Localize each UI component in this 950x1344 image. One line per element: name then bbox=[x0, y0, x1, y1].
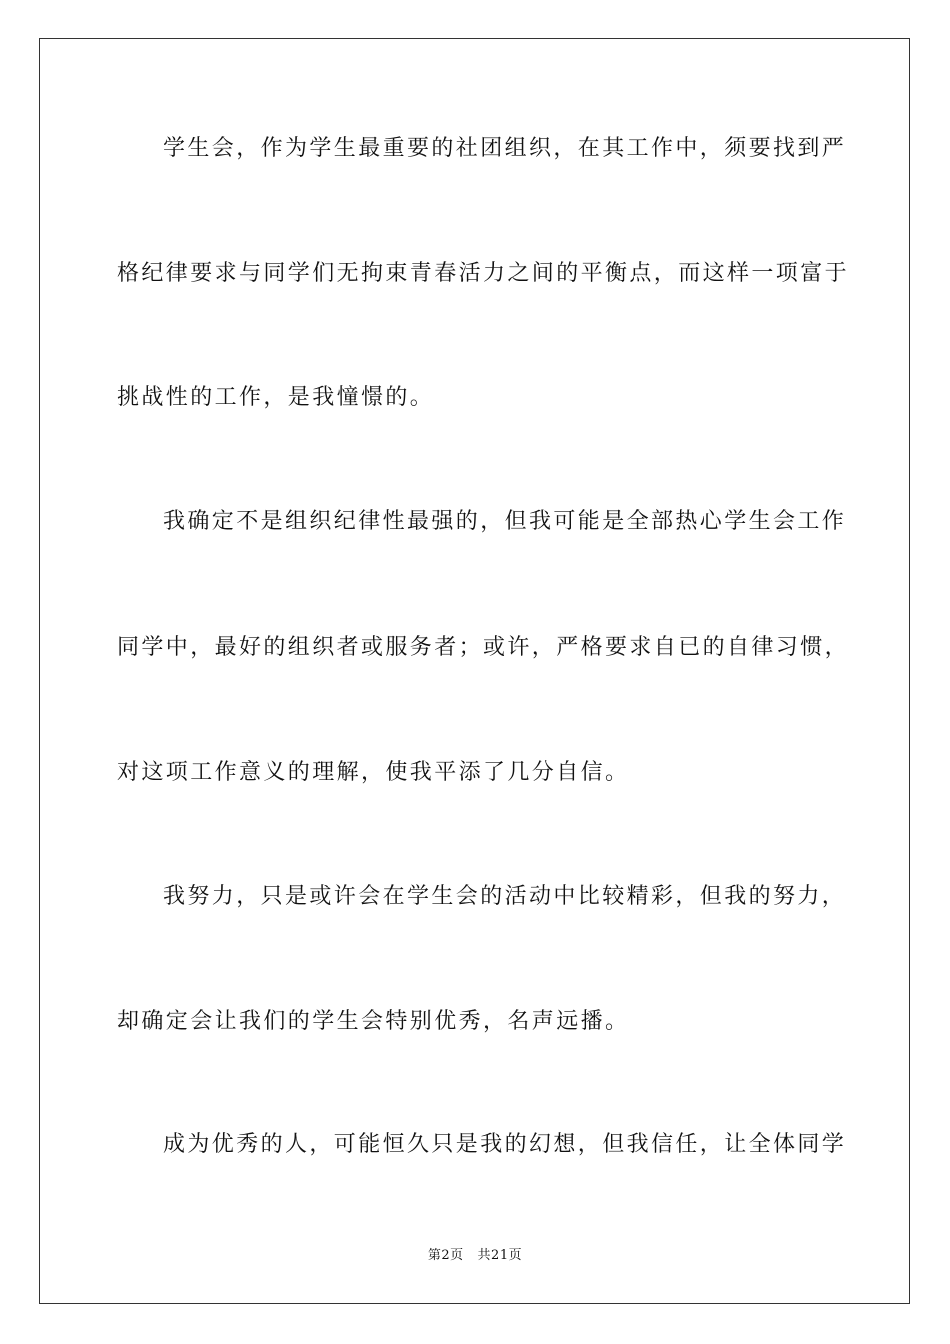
page-number-footer: 第2页 共21页 bbox=[427, 1248, 523, 1263]
paragraph-3-line-1: 我努力，只是或许会在学生会的活动中比较精彩，但我的努力， bbox=[163, 884, 847, 909]
page-frame bbox=[39, 38, 910, 1304]
paragraph-4-line-1: 成为优秀的人，可能恒久只是我的幻想，但我信任，让全体同学 bbox=[163, 1132, 847, 1157]
paragraph-2-line-1: 我确定不是组织纪律性最强的，但我可能是全部热心学生会工作 bbox=[163, 509, 847, 534]
paragraph-2-line-3: 对这项工作意义的理解，使我平添了几分自信。 bbox=[117, 760, 630, 785]
paragraph-2-line-2: 同学中，最好的组织者或服务者；或许，严格要求自已的自律习惯， bbox=[117, 635, 850, 660]
paragraph-1-line-2: 格纪律要求与同学们无拘束青春活力之间的平衡点，而这样一项富于 bbox=[117, 261, 850, 286]
paragraph-1-line-1: 学生会，作为学生最重要的社团组织，在其工作中，须要找到严 bbox=[163, 136, 847, 161]
paragraph-3-line-2: 却确定会让我们的学生会特别优秀，名声远播。 bbox=[117, 1009, 630, 1034]
paragraph-1-line-3: 挑战性的工作，是我憧憬的。 bbox=[117, 385, 435, 410]
